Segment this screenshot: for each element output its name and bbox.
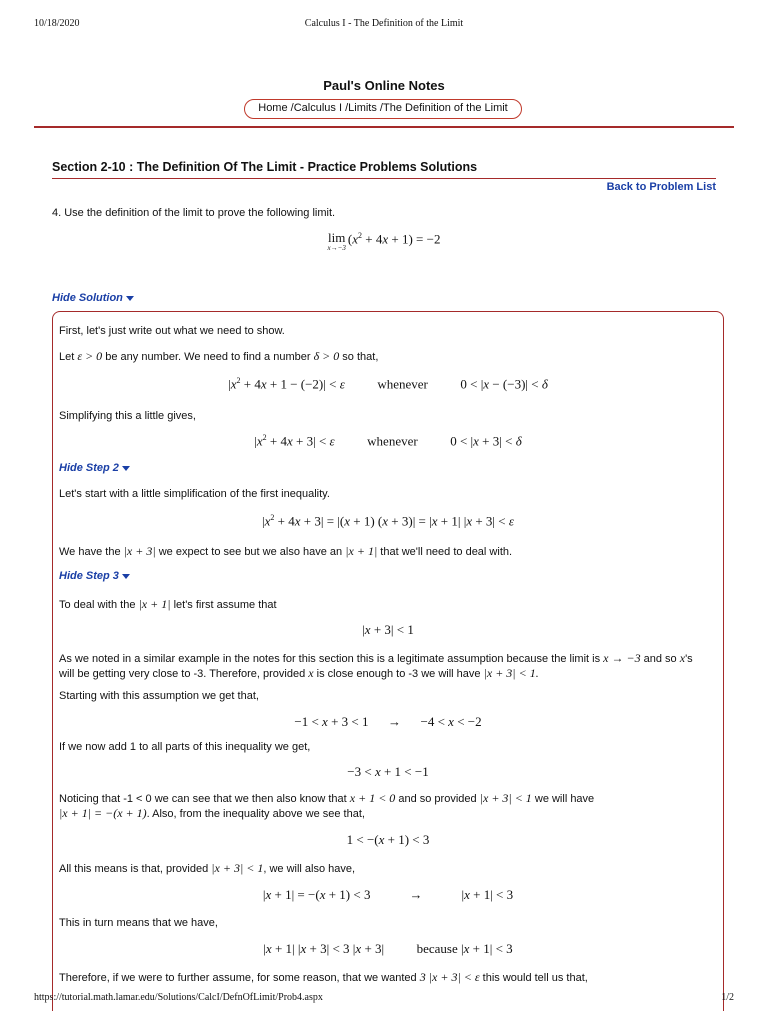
- hide-solution-toggle[interactable]: Hide Solution: [52, 292, 134, 304]
- solution-para-15: Therefore, if we were to further assume, for some reason, that we wanted 3 |x + 3| < ε this would tell us that,: [59, 970, 588, 984]
- solution-para-11: Noticing that -1 < 0 we can see that we then also know that x + 1 < 0 and so provided |x + 3| < 1 we will have: [59, 791, 595, 805]
- solution-para-10: If we now add 1 to all parts of this inequality we get,: [59, 741, 311, 753]
- site-title: Paul's Online Notes: [323, 78, 445, 93]
- solution-para-3: Simplifying this a little gives,: [59, 410, 196, 422]
- solution-para-1: First, let's just write out what we need to show.: [59, 325, 285, 337]
- print-page-title: Calculus I - The Definition of the Limit: [304, 18, 464, 29]
- solution-para-4: Let's start with a little simplification of the first inequality.: [59, 488, 330, 500]
- hide-step-3-toggle[interactable]: Hide Step 3: [59, 570, 130, 582]
- divider-section: [52, 178, 716, 179]
- equation-2: $|x^2 + 4x + 3| < \varepsilon$ whenever 0 < |x + 3| < δ: [254, 433, 522, 449]
- solution-para-12: |x + 1| = −(x + 1). Also, from the inequality above we see that,: [59, 806, 365, 820]
- solution-para-8: will be getting very close to -3. Therefore, provided x is close enough to -3 we will have |x + 3| < 1.: [59, 666, 539, 680]
- equation-4: |x + 3| < 1: [362, 622, 414, 637]
- equation-6: −3 < x + 1 < −1: [347, 764, 429, 779]
- print-date: 10/18/2020: [34, 18, 80, 29]
- print-url: https://tutorial.math.lamar.edu/Solutions/CalcI/DefnOfLimit/Prob4.aspx: [34, 992, 323, 1003]
- solution-para-5: We have the |x + 3| we expect to see but we also have an |x + 1| that we'll need to deal with.: [59, 544, 513, 558]
- solution-para-7: As we noted in a similar example in the notes for this section this is a legitimate assumption because the limit is x → −3 and so x's: [59, 651, 693, 665]
- section-heading: Section 2-10 : The Definition Of The Limit - Practice Problems Solutions: [52, 160, 478, 174]
- print-page-number: 1/2: [721, 992, 734, 1003]
- print-header: [34, 18, 734, 32]
- equation-8: |x + 1| = −(x + 1) < 3 → |x + 1| < 3: [262, 887, 514, 902]
- equation-9: |x + 1| |x + 3| < 3 |x + 3| because |x + 1| < 3: [263, 941, 513, 956]
- hide-step-2-toggle[interactable]: Hide Step 2: [59, 462, 130, 474]
- solution-para-2: Let ε > 0 be any number. We need to find a number δ > 0 so that,: [59, 349, 379, 363]
- problem-statement: 4. Use the definition of the limit to prove the following limit.: [52, 207, 336, 219]
- equation-7: 1 < −(x + 1) < 3: [346, 832, 430, 847]
- breadcrumb: [244, 99, 522, 119]
- breadcrumb-separator: /: [376, 102, 383, 114]
- solution-para-13: All this means is that, provided |x + 3| < 1, we will also have,: [59, 861, 356, 875]
- caret-down-icon: [122, 466, 130, 471]
- back-to-problem-list-link[interactable]: Back to Problem List: [606, 181, 716, 193]
- problem-equation: lim x→−3 $(x^2 + 4x + 1) = -2$: [327, 230, 441, 252]
- solution-para-14: This in turn means that we have,: [59, 917, 218, 929]
- solution-box: [52, 311, 724, 1011]
- breadcrumb-separator: /: [287, 102, 294, 114]
- breadcrumb-current[interactable]: The Definition of the Limit: [383, 102, 508, 114]
- equation-3: $|x^2 + 4x + 3| = |(x + 1) (x + 3)| = |x + 1|$ |x + 3| < ε: [262, 513, 514, 529]
- solution-para-9: Starting with this assumption we get that,: [59, 690, 259, 702]
- print-footer: [34, 992, 734, 1006]
- breadcrumb-limits[interactable]: Limits: [348, 102, 377, 114]
- equation-1: $|x^2 + 4x + 1 - (-2)| < \varepsilon$ whenever 0 < |x − (−3)| < δ: [228, 376, 548, 392]
- breadcrumb-calculus[interactable]: Calculus I: [293, 102, 343, 114]
- breadcrumb-home[interactable]: Home: [258, 102, 288, 114]
- caret-down-icon: [126, 296, 134, 301]
- breadcrumb-separator: /: [342, 102, 349, 114]
- caret-down-icon: [122, 574, 130, 579]
- solution-para-6: To deal with the |x + 1| let's first assume that: [59, 597, 277, 611]
- equation-5: −1 < x + 3 < 1 → −4 < x < −2: [294, 714, 482, 729]
- divider-top: [34, 126, 734, 128]
